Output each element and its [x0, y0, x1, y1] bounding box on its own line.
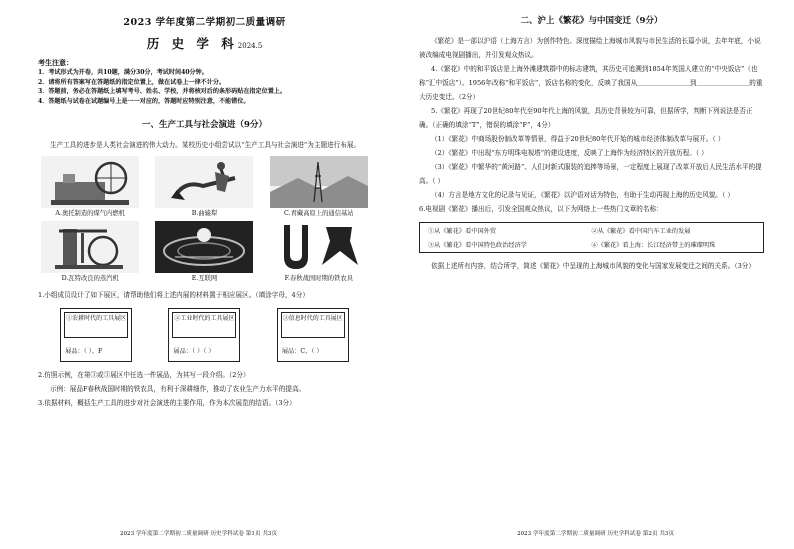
notice-2: 2．请将所有答案写在答题纸的指定位置上，做在试卷上一律不计分。 — [38, 78, 226, 86]
exhibit-areas — [42, 308, 367, 362]
section2-title: 二、沪上《繁花》与中国变迁（9分） — [520, 16, 663, 26]
question-4: 4.《繁花》中的和平饭店是上海外滩建筑群中的标志建筑，其历史可追溯到1854年英国人建立的“中央饭店”（也称“汇中饭店”）。1956年改称“和平饭店”，饭店名称的变化，反映了我国从＿＿＿＿＿＿＿＿到＿＿＿＿＿＿＿＿的重大历史变迁。（2分） — [419, 65, 763, 101]
question-5-item-4: （4）方言是地方文化的记录与见证，《繁花》以沪语对话为特色，有助于生动再现上海的历史风貌。（ ） — [431, 191, 735, 199]
figure-e — [152, 221, 256, 284]
caption-c: C.青藏高原上的通信基站 — [284, 210, 354, 218]
exhibit-area-3-title: ③信息时代的工具展区 — [281, 312, 345, 338]
caption-b: B.曲辕犁 — [191, 210, 218, 218]
footer-right: 2023 学年度第二学期初二质量调研 历史学科试卷 第2页 共3页 — [516, 531, 675, 537]
caption-f: F.春秋战国时期的铁农具 — [284, 275, 353, 283]
exhibit-area-2-title: ②工业时代的工具展区 — [172, 312, 236, 338]
figure-c — [267, 156, 371, 219]
question-5-item-1: （1）《繁花》中商场股份制改革等情景，得益于20世纪80年代开始的城市经济体制改革与展开。（ ） — [431, 135, 725, 143]
subject-date: 2024.5 — [237, 42, 263, 50]
exhibit-area-3-slot[interactable]: 展品：C、（ ） — [281, 348, 323, 356]
footer-left: 2023 学年度第二学期初二质量调研 历史学科试卷 第1页 共3页 — [119, 531, 278, 537]
question-2-example: 示例：展品F春秋战国时期的铁农具，有利于深耕细作，推动了农业生产力水平的提高。 — [50, 385, 306, 394]
curved-plough-image — [155, 156, 253, 208]
exhibit-area-2-slot[interactable]: 展品：（ ）（ ） — [173, 348, 215, 356]
gas-engine-image — [41, 156, 139, 208]
caption-e: E.互联网 — [191, 275, 218, 283]
iron-tools-image — [270, 221, 368, 273]
figure-d — [38, 221, 142, 284]
figure-b — [152, 156, 256, 219]
internet-image — [155, 221, 253, 273]
caption-a: A.奥托制造的煤气内燃机 — [55, 210, 125, 218]
section1-title: 一、生产工具与社会演进（9分） — [142, 120, 267, 131]
telecom-tower-image — [270, 156, 368, 208]
question-1: 1.小组成员设计了如下展区，请帮助他们将上述内展的材料置于相应展区。（填涂字母，4分） — [38, 291, 309, 300]
question-5-item-2: （2）《繁花》中出现“东方明珠电视塔”的建设进度，反映了上海作为经济特区的开放历程。（ ） — [431, 149, 708, 157]
article-3: ③从《繁花》看中国特色政治经济学 — [428, 242, 527, 249]
exhibit-area-1-title: ①农耕时代的工具展区 — [64, 312, 128, 338]
question-5-item-3: （3）《繁花》中繁华的“黄河路”、人们对新式服装的追捧等场景，一定程度上展现了改革开放后人民生活水平的提高。（ ） — [419, 163, 762, 185]
header-title: 2023 学年度第二学期初二质量调研 — [123, 17, 286, 28]
question-6: 6.电视剧《繁花》播出后，引发全国观众热议，以下为网络上一些热门文章的名称： — [419, 205, 663, 213]
question-3: 3.依据材料，概括生产工具的进步对社会演进的主要作用，作为本次展览的结语。（3分） — [38, 399, 296, 408]
question-2: 2.仿照示例，在第③或③展区中任选一件展品，为其写一段介绍。（2分） — [38, 371, 250, 380]
caption-d: D.瓦特改良的蒸汽机 — [61, 275, 119, 283]
article-4: ④《繁花》看上海：长江经济带上的璀璨明珠 — [591, 242, 716, 249]
question-5: 5.《繁花》再现了20世纪80年代至90年代上海的风貌，具历史背景较为可靠，但据所学，判断下列说法是否正确。（正确的填涂“T”，错误的填涂“F”，4分） — [419, 107, 753, 129]
steam-engine-image — [41, 221, 139, 273]
article-1: ①从《繁花》看中国外贸 — [428, 228, 497, 235]
exhibit-area-1 — [60, 308, 132, 362]
subject-name: 历 史 学 科 — [146, 36, 238, 51]
exhibit-images — [38, 156, 371, 284]
notice-1: 1．考试形式为开卷，共10题，满分30分，考试时间40分钟。 — [38, 69, 208, 76]
exhibit-area-3 — [277, 308, 349, 362]
article-list — [419, 222, 764, 253]
notice-3: 3．答题前，务必在答题纸上填写考号、姓名、学校，并将核对后的条形码贴在指定位置上。 — [38, 88, 286, 96]
exhibit-area-2 — [168, 308, 240, 362]
section2-intro: 《繁花》是一部以沪语（上海方言）为创作特色、深度描绘上海城市风貌与市民生活的长篇小说，去年年底，小说被改编成电视剧播出，并引发观众热议。 — [419, 37, 761, 59]
subject-title — [38, 34, 371, 52]
notice-heading: 考生注意： — [38, 58, 73, 67]
article-2: ②从《繁花》看中国汽车工业的发展 — [591, 228, 691, 235]
figure-a — [38, 156, 142, 219]
figure-f — [267, 221, 371, 284]
question-6-prompt: 依据上述所有内容，结合所学，简述《繁花》中呈现的上海城市风貌的变化与国家发展变迁之间的关系。（3分） — [431, 262, 755, 270]
notice-4: 4．答题纸与试卷在试题编号上是一一对应的，答题时应特别注意，不能错位。 — [38, 97, 250, 105]
exhibit-area-1-slot[interactable]: 展品：（ ）、F — [65, 348, 103, 356]
page-right — [397, 0, 794, 549]
section1-intro: 生产工具的进步是人类社会演进的伟大动力。某校历史小组尝试以“生产工具与社会演进”为主题进行布展。 — [50, 141, 361, 150]
